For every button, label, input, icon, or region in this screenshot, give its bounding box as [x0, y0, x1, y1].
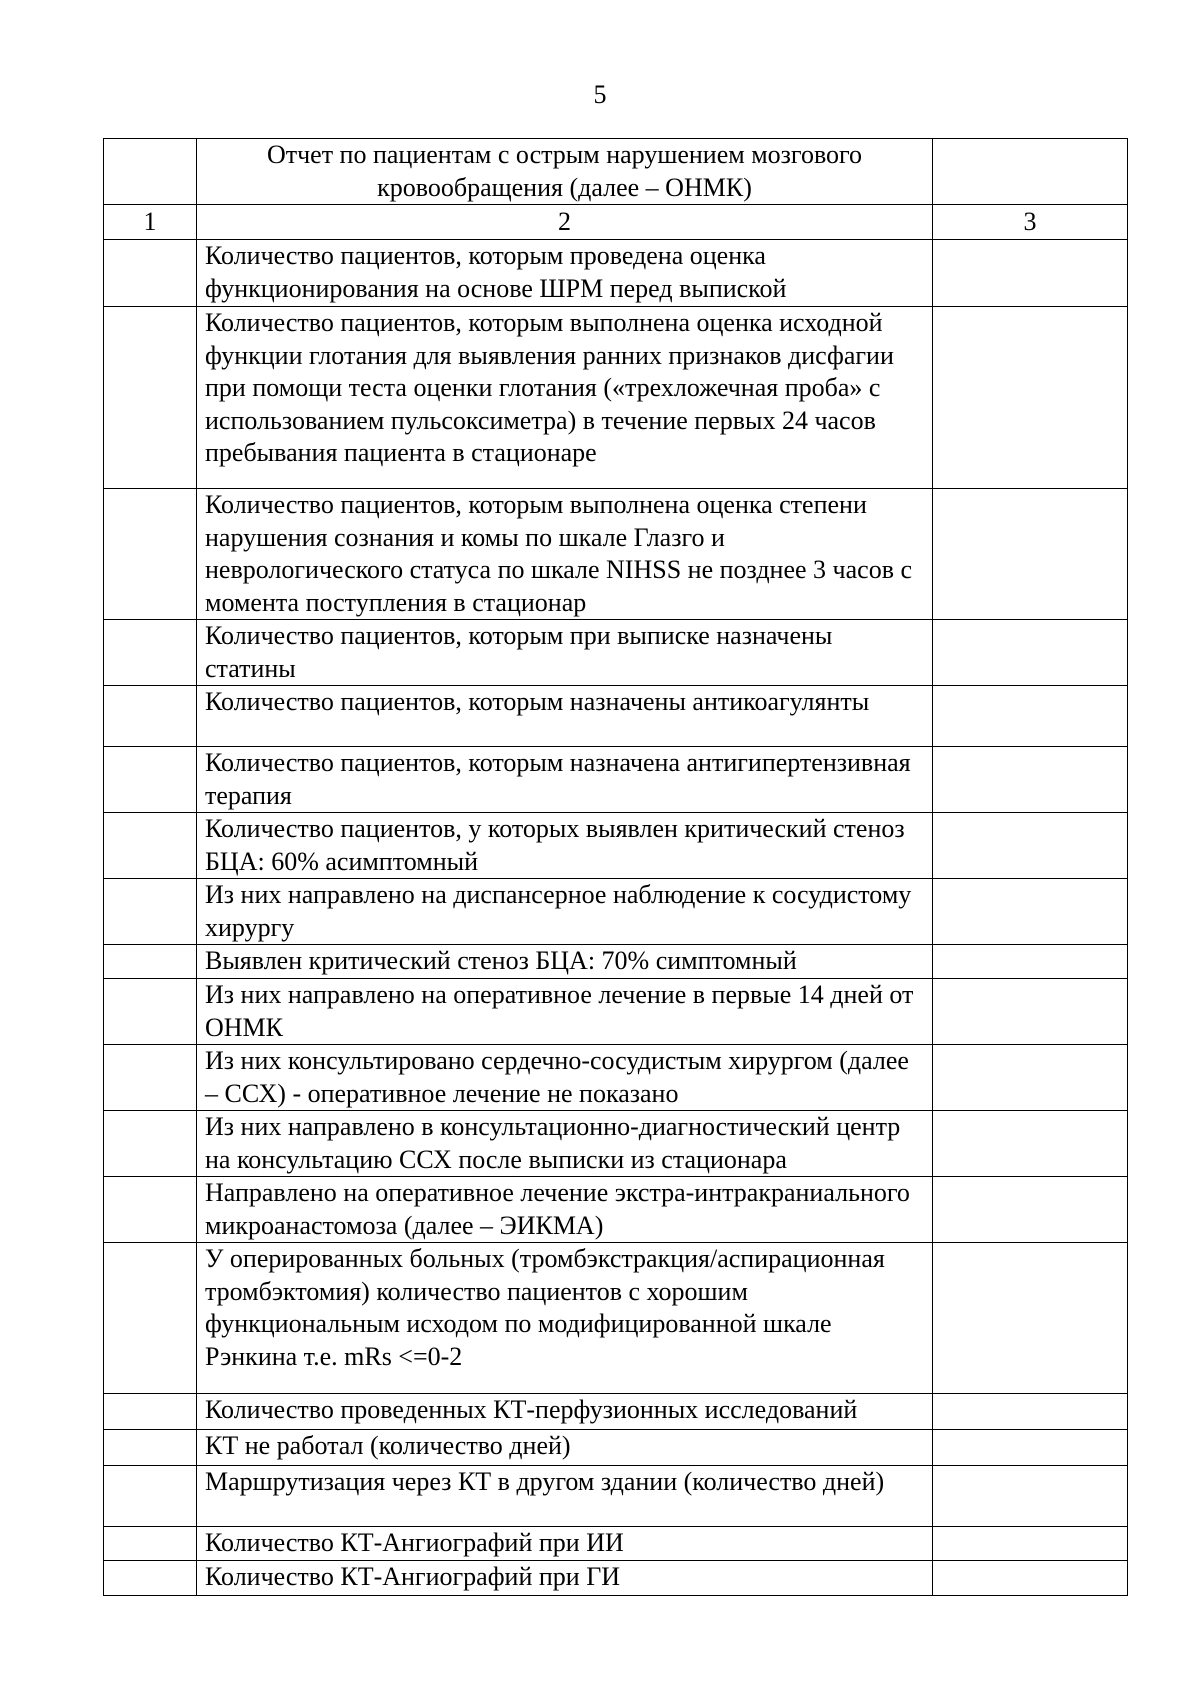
row-number-cell — [104, 240, 197, 307]
row-number-cell — [104, 1177, 197, 1243]
row-number-cell — [104, 1430, 197, 1466]
table-row — [104, 979, 1128, 1045]
value-cell — [933, 945, 1128, 979]
indicator-label: КТ не работал (количество дней) — [197, 1430, 933, 1466]
indicator-label: Количество пациентов, которым выполнена оценка степени нарушения сознания и комы по шкале Глазго и неврологического статуса по шкале NIHSS не позднее 3 часов с момента поступления в стационар — [197, 489, 933, 620]
table-row — [104, 307, 1128, 489]
value-cell — [933, 1466, 1128, 1527]
row-number-cell — [104, 1394, 197, 1430]
value-cell — [933, 1561, 1128, 1596]
row-number-cell — [104, 1111, 197, 1177]
value-cell — [933, 489, 1128, 620]
row-number-cell — [104, 979, 197, 1045]
value-cell — [933, 1111, 1128, 1177]
row-number-cell — [104, 945, 197, 979]
indicator-label: Выявлен критический стеноз БЦА: 70% симптомный — [197, 945, 933, 979]
indicator-label: Количество пациентов, которым проведена оценка функционирования на основе ШРМ перед выпиской — [197, 240, 933, 307]
indicator-label: У оперированных больных (тромбэкстракция/аспирационная тромбэктомия) количество пациентов с хорошим функциональным исходом по модифицированной шкале Рэнкина т.е. mRs <=0-2 — [197, 1243, 933, 1394]
table-row — [104, 1045, 1128, 1111]
indicator-label: Из них направлено на оперативное лечение в первые 14 дней от ОНМК — [197, 979, 933, 1045]
table-row — [104, 1111, 1128, 1177]
table-row — [104, 813, 1128, 879]
row-number-cell — [104, 879, 197, 945]
table-row — [104, 1177, 1128, 1243]
table-row — [104, 489, 1128, 620]
column-number-2: 2 — [197, 205, 933, 240]
table-row — [104, 747, 1128, 813]
table-row — [104, 1430, 1128, 1466]
indicator-label: Из них направлено в консультационно-диагностический центр на консультацию ССХ после выписки из стационара — [197, 1111, 933, 1177]
table-row — [104, 686, 1128, 747]
row-number-cell — [104, 1466, 197, 1527]
table-row — [104, 945, 1128, 979]
value-cell — [933, 1243, 1128, 1394]
indicator-label: Маршрутизация через КТ в другом здании (количество дней) — [197, 1466, 933, 1527]
title-row-cell-1 — [104, 139, 197, 205]
indicator-label: Количество пациентов, которым назначена антигипертензивная терапия — [197, 747, 933, 813]
table-title: Отчет по пациентам с острым нарушением мозгового кровообращения (далее – ОНМК) — [197, 139, 933, 205]
row-number-cell — [104, 747, 197, 813]
column-number-row — [104, 205, 1128, 240]
row-number-cell — [104, 1561, 197, 1596]
indicator-label: Количество пациентов, которым назначены антикоагулянты — [197, 686, 933, 747]
indicator-label: Количество пациентов, которым при выписке назначены статины — [197, 620, 933, 686]
indicator-label: Количество проведенных КТ-перфузионных исследований — [197, 1394, 933, 1430]
table-row — [104, 1527, 1128, 1561]
table-title-row — [104, 139, 1128, 205]
row-number-cell — [104, 1243, 197, 1394]
value-cell — [933, 1527, 1128, 1561]
value-cell — [933, 1430, 1128, 1466]
row-number-cell — [104, 307, 197, 489]
row-number-cell — [104, 489, 197, 620]
table-row — [104, 1243, 1128, 1394]
value-cell — [933, 620, 1128, 686]
indicator-label: Количество КТ-Ангиографий при ГИ — [197, 1561, 933, 1596]
value-cell — [933, 307, 1128, 489]
value-cell — [933, 979, 1128, 1045]
value-cell — [933, 879, 1128, 945]
table-row — [104, 1394, 1128, 1430]
value-cell — [933, 747, 1128, 813]
indicator-label: Количество пациентов, у которых выявлен критический стеноз БЦА: 60% асимптомный — [197, 813, 933, 879]
value-cell — [933, 813, 1128, 879]
value-cell — [933, 686, 1128, 747]
row-number-cell — [104, 686, 197, 747]
column-number-1: 1 — [104, 205, 197, 240]
page-number: 5 — [593, 80, 607, 109]
row-number-cell — [104, 1045, 197, 1111]
row-number-cell — [104, 813, 197, 879]
indicator-rows — [104, 240, 1128, 1596]
value-cell — [933, 240, 1128, 307]
table-row — [104, 240, 1128, 307]
indicator-label: Количество пациентов, которым выполнена оценка исходной функции глотания для выявления ранних признаков дисфагии при помощи теста оценки глотания («трехложечная проба» с использованием пульсоксиметра) в течение первых 24 часов пребывания пациента в стационаре — [197, 307, 933, 489]
indicator-label: Направлено на оперативное лечение экстра-интракраниального микроанастомоза (далее – ЭИКМА) — [197, 1177, 933, 1243]
row-number-cell — [104, 1527, 197, 1561]
title-row-cell-3 — [933, 139, 1128, 205]
row-number-cell — [104, 620, 197, 686]
value-cell — [933, 1394, 1128, 1430]
report-table — [103, 138, 1128, 1596]
indicator-label: Из них направлено на диспансерное наблюдение к сосудистому хирургу — [197, 879, 933, 945]
table-row — [104, 879, 1128, 945]
value-cell — [933, 1177, 1128, 1243]
table-row — [104, 620, 1128, 686]
indicator-label: Количество КТ-Ангиографий при ИИ — [197, 1527, 933, 1561]
value-cell — [933, 1045, 1128, 1111]
column-number-3: 3 — [933, 205, 1128, 240]
table-row — [104, 1466, 1128, 1527]
table-row — [104, 1561, 1128, 1596]
indicator-label: Из них консультировано сердечно-сосудистым хирургом (далее – ССХ) - оперативное лечение не показано — [197, 1045, 933, 1111]
